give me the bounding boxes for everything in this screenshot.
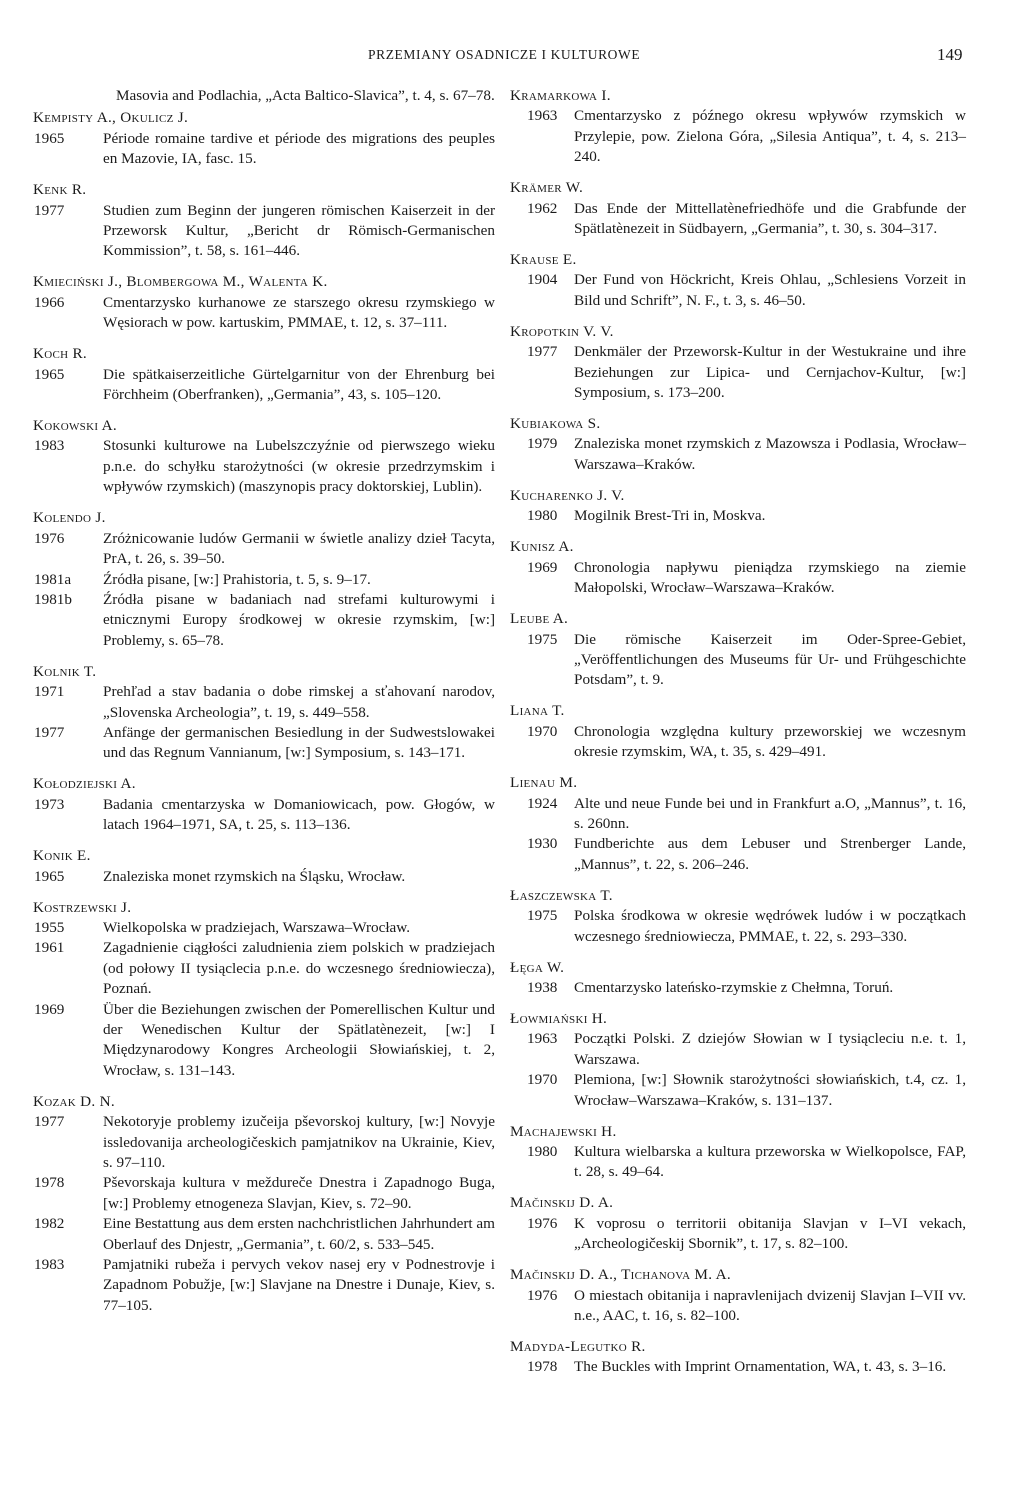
bibliography-entry (510, 1122, 966, 1183)
work-citation: K voprosu o territorii obitanija Slavjan v I–VI vekach, „Archeologičeskij Sbornik”, t. 17, s. 82–100. (574, 1214, 966, 1253)
entry-work (510, 506, 966, 526)
entry-work (510, 106, 966, 167)
bibliography-entry (33, 272, 495, 333)
entry-work (33, 723, 495, 764)
entry-author: Konik E. (33, 847, 91, 865)
page-header (0, 45, 1024, 69)
work-citation: Plemiona, [w:] Słownik starożytności słowiańskich, t.4, cz. 1, Wrocław–Warszawa–Kraków, s. 131–137. (574, 1071, 966, 1109)
entry-author: Madyda-Legutko R. (510, 1338, 646, 1356)
work-citation: Chronologia napływu pieniądza rzymskiego na ziemie Małopolski, Wrocław–Warszawa–Kraków. (574, 558, 966, 597)
bibliography-entry (33, 774, 495, 835)
entry-work (510, 722, 966, 763)
work-year: 1969 (527, 558, 558, 576)
work-citation: Pševorskaja kultura v meždureče Dnestra i Zapadnogo Buga, [w:] Problemy etnogeneza Slavjan, Kiev, s. 72–90. (103, 1174, 495, 1212)
work-year: 1977 (527, 343, 558, 361)
entry-work (33, 590, 495, 651)
work-citation: Początki Polski. Z dziejów Słowian w I tysiącleciu n.e. t. 1, Warszawa. (574, 1030, 966, 1068)
work-year: 1904 (527, 271, 558, 289)
work-citation: Cmentarzysko z późnego okresu wpływów rzymskich w Przylepie, pow. Zielona Góra, „Silesia Antiqua”, t. 4, s. 213–240. (574, 107, 966, 166)
entry-author: Kubiakowa S. (510, 415, 601, 433)
work-year: 1963 (527, 107, 558, 125)
work-citation: Anfänge der germanischen Besiedlung in der Sudwestslowakei und das Regnum Vannianum, [w:] Symposium, s. 143–171. (103, 723, 495, 762)
bibliography-entry (33, 344, 495, 405)
entry-work (33, 1255, 495, 1316)
bibliography-entry (510, 958, 966, 999)
entry-work (510, 630, 966, 691)
entry-author: Krause E. (510, 251, 577, 269)
entry-work (33, 129, 495, 170)
work-citation: Mogilnik Brest-Tri in, Moskva. (574, 507, 766, 525)
entry-work (33, 1173, 495, 1214)
entry-work (33, 1214, 495, 1255)
work-year: 1966 (34, 293, 65, 311)
entry-work (33, 570, 495, 590)
entry-author: Łęga W. (510, 958, 565, 976)
work-citation: Kultura wielbarska a kultura przeworska w Wielkopolsce, FAP, t. 28, s. 49–64. (574, 1143, 966, 1181)
entry-author: Leube A. (510, 610, 569, 628)
entry-work (33, 867, 495, 887)
entry-author: Łaszczewska T. (510, 886, 613, 904)
entry-author: Kramarkowa I. (510, 87, 611, 104)
work-citation: Cmentarzysko lateńsko-rzymskie z Chełmna, Toruń. (574, 978, 894, 996)
bibliography-entry (33, 846, 495, 887)
work-citation: Die spätkaiserzeitliche Gürtelgarnitur von der Ehrenburg bei Förchheim (Oberfranken), „Germania”, 43, s. 105–120. (103, 365, 495, 404)
entry-author: Krämer W. (510, 179, 584, 197)
work-citation: Zagadnienie ciągłości zaludnienia ziem polskich w pradziejach (od połowy II tysiąclecia p.n.e. do wczesnego średniowiecza), Poznań. (103, 939, 495, 998)
work-year: 1970 (527, 1071, 558, 1089)
entry-author: Mačinskij D. A., Tichanova M. A. (510, 1266, 731, 1284)
work-citation: Zróżnicowanie ludów Germanii w świetle analizy dzieł Tacyta, PrA, t. 26, s. 39–50. (103, 529, 495, 568)
work-year: 1976 (34, 529, 65, 547)
work-year: 1979 (527, 435, 558, 453)
entry-author: Kolendo J. (33, 509, 106, 527)
bibliography-entry (510, 609, 966, 691)
entry-work (510, 794, 966, 835)
page-number: 149 (937, 45, 963, 64)
work-year: 1975 (527, 907, 558, 925)
work-year: 1971 (34, 683, 65, 701)
entry-work (510, 270, 966, 311)
work-year: 1977 (34, 723, 65, 741)
entry-author: Kokowski A. (33, 417, 117, 435)
entry-author: Lienau M. (510, 774, 578, 792)
work-citation: Źródła pisane w badaniach nad strefami kulturowymi i etnicznymi Europy środkowej w okresie rzymskim, [w:] Problemy, s. 65–78. (103, 590, 495, 649)
work-year: 1969 (34, 1000, 65, 1018)
entry-author: Kenk R. (33, 181, 87, 199)
work-citation: Denkmäler der Przeworsk-Kultur in der Westukraine und ihre Beziehungen zur Lipica- und Cernjachov-Kultur, [w:] Symposium, s. 173–200. (574, 343, 966, 402)
work-year: 1938 (527, 978, 558, 996)
entry-author: Kropotkin V. V. (510, 322, 614, 340)
bibliography-entry (510, 1009, 966, 1111)
work-year: 1965 (34, 129, 65, 147)
work-citation: Wielkopolska w pradziejach, Warszawa–Wrocław. (103, 918, 411, 936)
work-year: 1980 (527, 1143, 558, 1160)
entry-work (33, 436, 495, 497)
bibliography-entry (510, 250, 966, 311)
work-year: 1924 (527, 794, 558, 812)
entry-author: Machajewski H. (510, 1122, 617, 1140)
work-year: 1970 (527, 722, 558, 740)
bibliography-entry (510, 1193, 966, 1254)
work-year: 1963 (527, 1030, 558, 1048)
bibliography-entry (510, 178, 966, 239)
work-year: 1983 (34, 1256, 65, 1274)
work-citation: Alte und neue Funde bei und in Frankfurt a.O, „Mannus”, t. 16, s. 260nn. (574, 794, 966, 832)
bibliography-entry (510, 886, 966, 947)
entry-work (33, 1112, 495, 1173)
bibliography-entry (510, 701, 966, 762)
work-year: 1955 (34, 918, 65, 936)
work-citation: Eine Bestattung aus dem ersten nachchristlichen Jahrhundert am Oberlauf des Dnjestr, „Germania”, t. 60/2, s. 533–545. (103, 1215, 495, 1253)
work-citation: Fundberichte aus dem Lebuser und Strenberger Lande, „Mannus”, t. 22, s. 206–246. (574, 835, 966, 873)
entry-work (510, 342, 966, 403)
work-citation: Znaleziska monet rzymskich z Mazowsza i Podlasia, Wrocław–Warszawa–Kraków. (574, 435, 966, 473)
work-year: 1982 (34, 1215, 65, 1233)
entry-work (510, 1070, 966, 1111)
entry-work (510, 906, 966, 947)
entry-work (33, 1000, 495, 1082)
work-year: 1983 (34, 437, 65, 455)
bibliography-entry (510, 1265, 966, 1326)
work-citation: Znaleziska monet rzymskich na Śląsku, Wrocław. (103, 867, 406, 885)
work-year: 1975 (527, 630, 558, 648)
entry-author: Kołodziejski A. (33, 775, 136, 793)
entry-author: Kmieciński J., Blombergowa M., Walenta K. (33, 273, 328, 291)
work-citation: Studien zum Beginn der jungeren römischen Kaiserzeit in der Przeworsk Kultur, „Bericht dr Römisch-Germanischen Kommission”, t. 58, s. 161–446. (103, 201, 495, 260)
bibliography-entry (510, 322, 966, 404)
entry-work (510, 1029, 966, 1070)
bibliography-entry (510, 1337, 966, 1378)
work-citation: Cmentarzysko kurhanowe ze starszego okresu rzymskiego w Węsiorach w pow. kartuskim, PMMAE, t. 12, s. 37–111. (103, 293, 495, 332)
entry-work (510, 1142, 966, 1183)
bibliography-entry (33, 1092, 495, 1316)
entry-author: Mačinskij D. A. (510, 1194, 614, 1212)
work-year: 1977 (34, 1113, 65, 1131)
work-citation: Prehľad a stav badania o dobe rimskej a sťahovaní narodov, „Slovenska Archeologia”, t. 19, s. 449–558. (103, 683, 495, 721)
entry-author: Kucharenko J. V. (510, 486, 625, 504)
entry-work (33, 529, 495, 570)
work-citation: Über die Beziehungen zwischen der Pomerellischen Kultur und der Wenedischen Kultur der Spätlatènezeit, [w:] I Międzynarodowy Kongres Archeologii Słowiańskiej, t. 2, Wrocław, s. 131–143. (103, 1000, 495, 1079)
work-year: 1930 (527, 835, 558, 853)
work-citation: Chronologia względna kultury przeworskiej we wczesnym okresie rzymskim, WA, t. 35, s. 429–491. (574, 722, 966, 761)
entry-author: Łowmiański H. (510, 1009, 608, 1027)
work-citation: The Buckles with Imprint Ornamentation, WA, t. 43, s. 3–16. (574, 1358, 947, 1376)
work-year: 1976 (527, 1286, 558, 1304)
work-year: 1976 (527, 1214, 558, 1232)
work-year: 1965 (34, 365, 65, 383)
entry-work (510, 558, 966, 599)
entry-work (33, 682, 495, 723)
entry-author: Kolnik T. (33, 662, 97, 680)
work-citation: Der Fund von Höckricht, Kreis Ohlau, „Schlesiens Vorzeit in Bild und Schrift”, N. F., t. 3, s. 46–50. (574, 271, 966, 309)
entry-work (33, 201, 495, 262)
work-citation: Nekotoryje problemy izučeija pševorskoj kultury, [w:] Novyje issledovanija archeologičeskich pamjatnikov na Ukrainie, Kiev, s. 97–110. (103, 1113, 495, 1172)
work-citation: Pamjatniki rubeža i pervych vekov nasej ery v Podnestrovje i Zapadnom Pobužje, [w:] Slavjane na Dnestre i Dunaje, Kiev, s. 77–105. (103, 1256, 495, 1314)
entry-work (510, 1357, 966, 1377)
bibliography-entry (510, 414, 966, 475)
work-year: 1978 (34, 1174, 65, 1192)
bibliography-entry (33, 508, 495, 651)
bibliography-entry (33, 898, 495, 1082)
running-title: PRZEMIANY OSADNICZE I KULTUROWE (368, 47, 641, 62)
entry-author: Kozak D. N. (33, 1092, 115, 1110)
bibliography-entry (510, 773, 966, 875)
entry-author: Liana T. (510, 702, 565, 720)
work-year: 1978 (527, 1358, 558, 1376)
work-citation: Das Ende der Mittellatènefriedhöfe und die Grabfunde der Spätlatènezeit in Südbayern, „Germania”, t. 30, s. 304–317. (574, 199, 966, 238)
work-citation: Źródła pisane, [w:] Prahistoria, t. 5, s. 9–17. (103, 570, 371, 588)
bibliography-entry (510, 86, 966, 168)
entry-work (33, 938, 495, 999)
entry-work (510, 834, 966, 875)
bibliography-entry (33, 662, 495, 764)
entry-work (33, 293, 495, 334)
bibliography-entry (33, 416, 495, 498)
bibliography-column-right (510, 86, 966, 1388)
work-year: 1980 (527, 507, 558, 525)
work-year: 1981a (34, 570, 72, 588)
bibliography-column-left (33, 86, 495, 1327)
work-year: 1965 (34, 867, 65, 885)
work-citation: Période romaine tardive et période des migrations des peuples en Mazovie, IA, fasc. 15. (103, 129, 495, 168)
entry-work (33, 365, 495, 406)
entry-work (510, 434, 966, 475)
entry-author: Kempisty A., Okulicz J. (33, 109, 189, 127)
entry-work (510, 978, 966, 998)
entry-work (33, 795, 495, 836)
work-citation: O miestach obitanija i napravlenijach dvizenij Slavjan I–VII vv. n.e., AAC, t. 16, s. 82–100. (574, 1286, 966, 1325)
work-year: 1977 (34, 201, 65, 219)
entry-work (510, 1214, 966, 1255)
continuation-text: Masovia and Podlachia, „Acta Baltico-Slavica”, t. 4, s. 67–78. (116, 87, 495, 104)
entry-author: Kunisz A. (510, 538, 574, 556)
entry-work (510, 1286, 966, 1327)
work-citation: Stosunki kulturowe na Lubelszczyźnie od pierwszego wieku p.n.e. do schyłku starożytności (w okresie przedrzymskim i wpływów rzymskich) (maszynopis pracy doktorskiej, Lublin). (103, 437, 495, 496)
work-citation: Polska środkowa w okresie wędrówek ludów i w początkach wczesnego średniowiecza, PMMAE, t. 22, s. 293–330. (574, 907, 966, 945)
entry-author: Koch R. (33, 345, 88, 363)
work-year: 1981b (34, 590, 72, 608)
bibliography-entry (33, 108, 495, 169)
bibliography-entry (33, 180, 495, 262)
work-year: 1961 (34, 939, 65, 957)
entry-work (510, 199, 966, 240)
bibliography-entry (510, 537, 966, 598)
bibliography-entry (510, 486, 966, 527)
entry-author: Kostrzewski J. (33, 898, 132, 916)
work-citation: Die römische Kaiserzeit im Oder-Spree-Gebiet, „Veröffentlichungen des Museums für Ur- und Frühgeschichte Potsdam”, t. 9. (574, 630, 966, 689)
work-year: 1962 (527, 199, 558, 217)
entry-work (33, 918, 495, 938)
work-year: 1973 (34, 795, 65, 813)
work-citation: Badania cmentarzyska w Domaniowicach, pow. Głogów, w latach 1964–1971, SA, t. 25, s. 113–136. (103, 795, 495, 834)
